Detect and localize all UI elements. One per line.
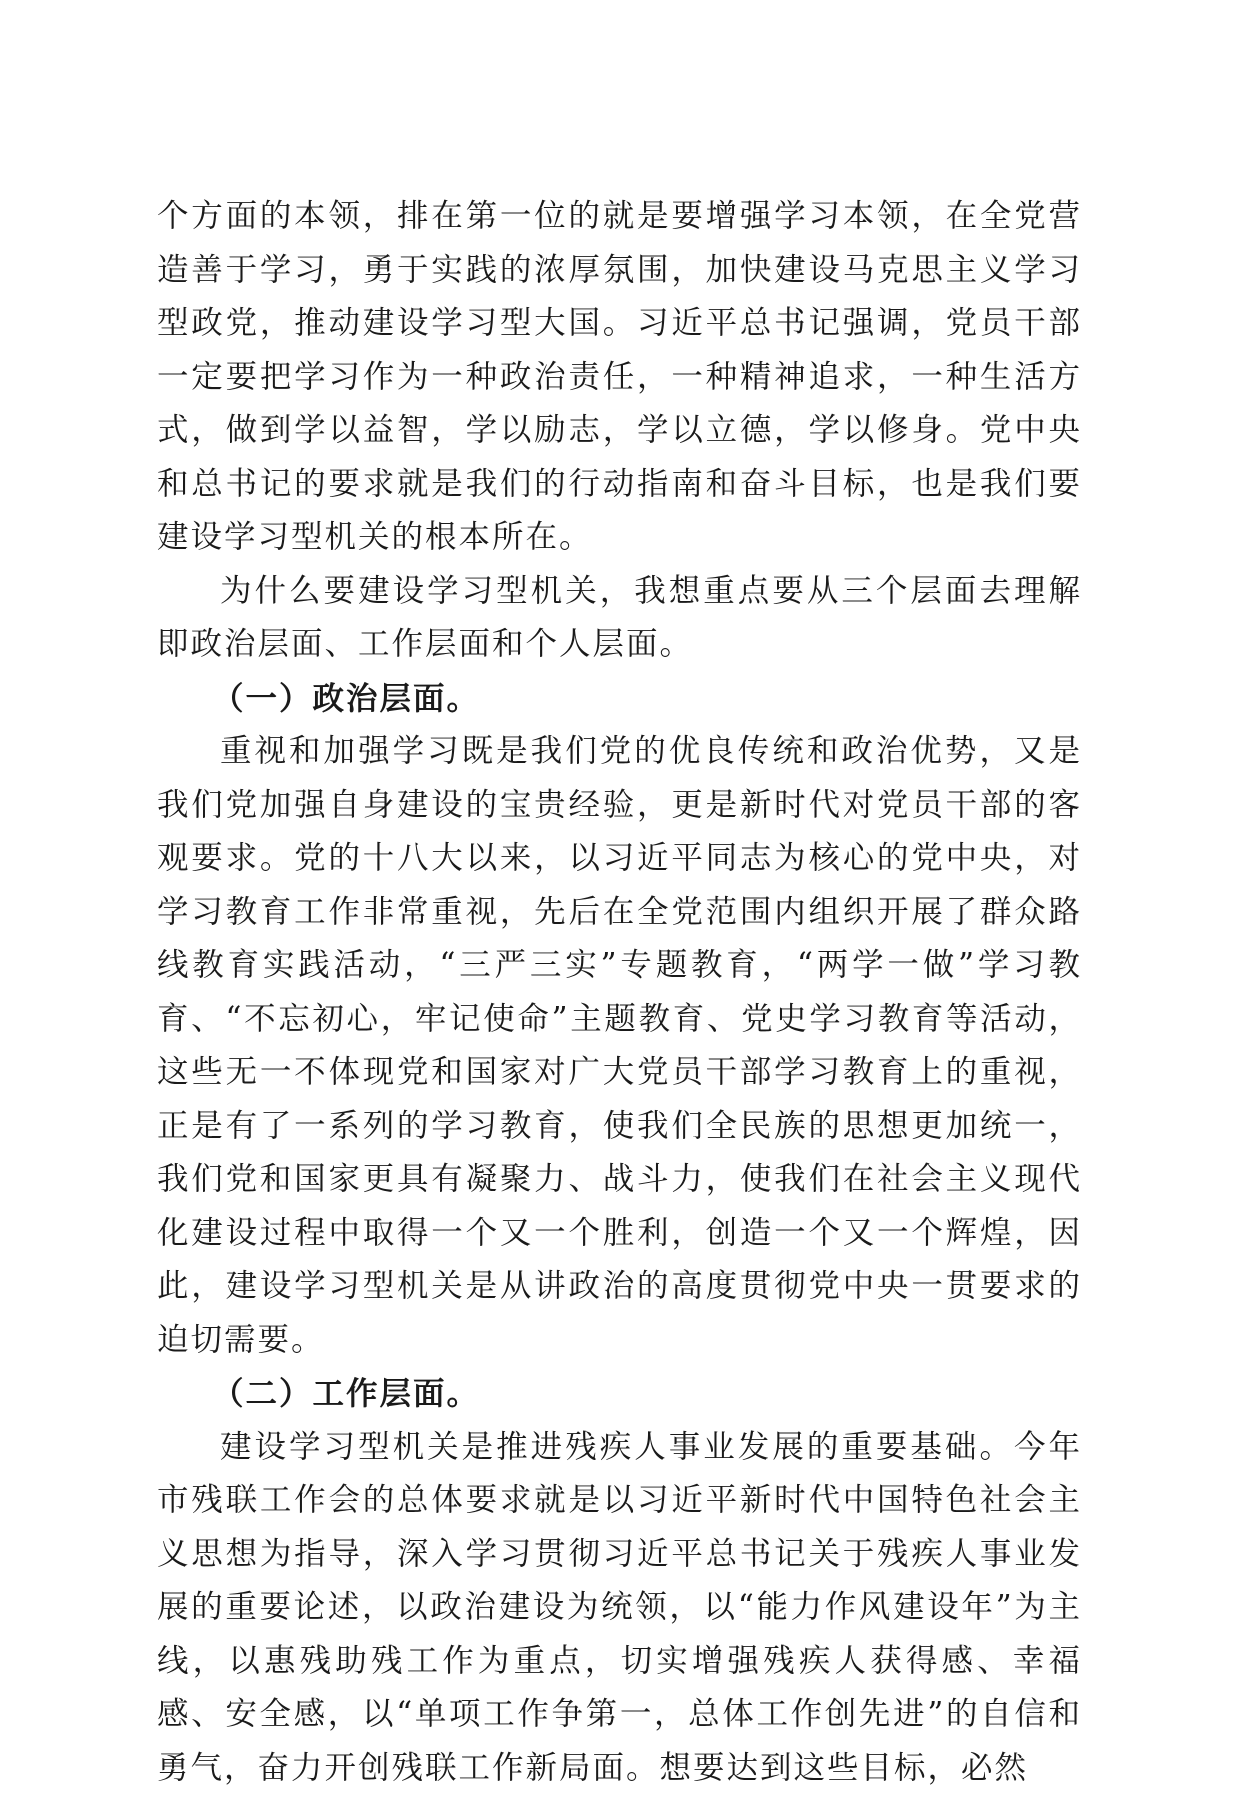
document-body xyxy=(157,190,1082,1795)
paragraph-political-level: 重视和加强学习既是我们党的优良传统和政治优势，又是我们党加强自身建设的宝贵经验，更是新时代对党员干部的客观要求。党的十八大以来，以习近平同志为核心的党中央，对学习教育工作非常重视，先后在全党范围内组织开展了群众路线教育实践活动，“三严三实”专题教育，“两学一做”学习教育、“不忘初心，牢记使命”主题教育、党史学习教育等活动，这些无一不体现党和国家对广大党员干部学习教育上的重视，正是有了一系列的学习教育，使我们全民族的思想更加统一，我们党和国家更具有凝聚力、战斗力，使我们在社会主义现代化建设过程中取得一个又一个胜利，创造一个又一个辉煌，因此，建设学习型机关是从讲政治的高度贯彻党中央一贯要求的迫切需要。 xyxy=(157,725,1082,1367)
section-heading-work: （二）工作层面。 xyxy=(157,1367,1082,1421)
section-heading-political: （一）政治层面。 xyxy=(157,672,1082,726)
paragraph-continuation: 个方面的本领，排在第一位的就是要增强学习本领，在全党营造善于学习，勇于实践的浓厚氛围，加快建设马克思主义学习型政党，推动建设学习型大国。习近平总书记强调，党员干部一定要把学习作为一种政治责任，一种精神追求，一种生活方式，做到学以益智，学以励志，学以立德，学以修身。党中央和总书记的要求就是我们的行动指南和奋斗目标，也是我们要建设学习型机关的根本所在。 xyxy=(157,190,1082,565)
paragraph-why-learning-organization: 为什么要建设学习型机关，我想重点要从三个层面去理解即政治层面、工作层面和个人层面。 xyxy=(157,565,1082,672)
paragraph-work-level: 建设学习型机关是推进残疾人事业发展的重要基础。今年市残联工作会的总体要求就是以习近平新时代中国特色社会主义思想为指导，深入学习贯彻习近平总书记关于残疾人事业发展的重要论述，以政治建设为统领，以“能力作风建设年”为主线，以惠残助残工作为重点，切实增强残疾人获得感、幸福感、安全感，以“单项工作争第一，总体工作创先进”的自信和勇气，奋力开创残联工作新局面。想要达到这些目标，必然 xyxy=(157,1421,1082,1795)
